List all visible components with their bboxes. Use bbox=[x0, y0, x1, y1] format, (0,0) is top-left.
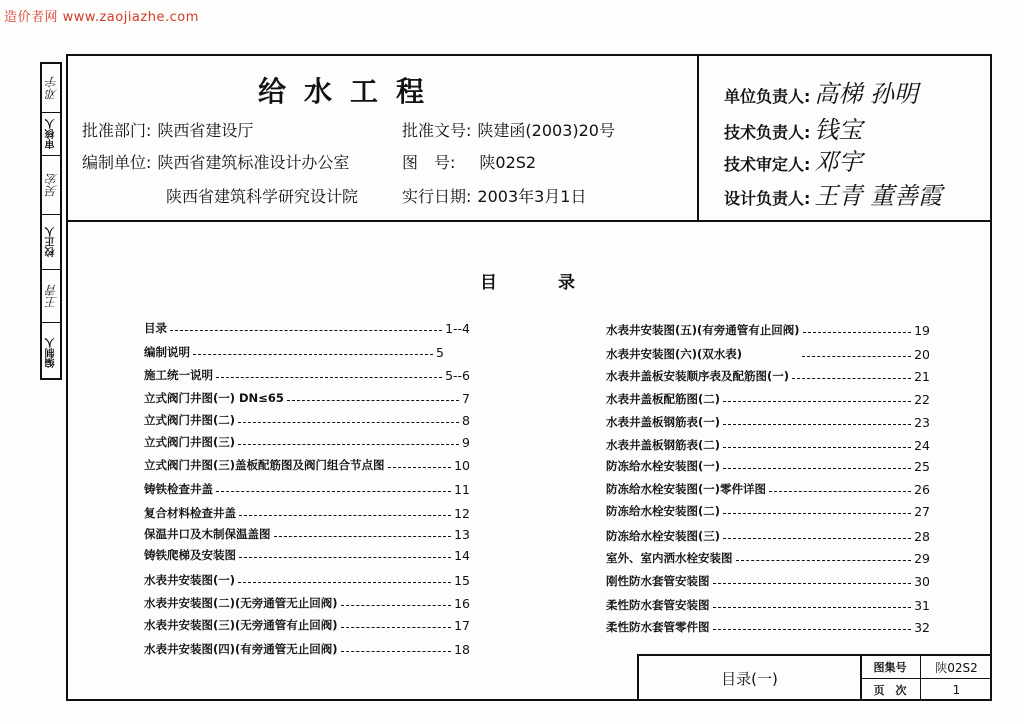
toc-entry-page: 32 bbox=[914, 620, 930, 635]
sidebar-signature: 邓宇 bbox=[44, 76, 59, 100]
leader-line bbox=[723, 447, 911, 448]
compile-unit-2: 陕西省建筑科学研究设计院 bbox=[166, 187, 359, 206]
leader-line bbox=[238, 444, 459, 445]
toc-entry-page: 8 bbox=[462, 413, 470, 428]
responsible-label: 设计负责人: bbox=[724, 189, 811, 208]
sidebar-label: 编制人 bbox=[45, 338, 57, 368]
toc-entry-title: 水表井盖板安装顺序表及配筋图(一) bbox=[606, 369, 790, 383]
leader-line bbox=[238, 422, 459, 423]
toc-row bbox=[144, 595, 470, 611]
title-block bbox=[637, 654, 992, 701]
approval-dept-label: 批准部门: bbox=[82, 121, 152, 140]
sidebar-cell bbox=[42, 156, 60, 215]
toc-entry-page: 5 bbox=[436, 345, 444, 360]
leader-line bbox=[723, 538, 911, 539]
atlas-no-value: 陕02S2 bbox=[935, 660, 978, 675]
approval-doc-value: 陕建函(2003)20号 bbox=[477, 121, 615, 140]
toc-entry-page: 15 bbox=[454, 573, 470, 588]
toc-row bbox=[606, 414, 930, 430]
leader-line bbox=[388, 467, 452, 468]
toc-row bbox=[606, 322, 930, 338]
toc-entry-title: 防冻给水栓安装图(一) bbox=[606, 459, 721, 473]
leader-line bbox=[736, 560, 912, 561]
leader-line bbox=[341, 627, 452, 628]
toc-entry-title: 水表井安装图(六)(双水表) bbox=[606, 347, 743, 361]
leader-line bbox=[170, 330, 442, 331]
leader-line bbox=[341, 605, 452, 606]
responsible-label: 技术负责人: bbox=[724, 123, 811, 142]
toc-entry-title: 立式阀门井图(二) bbox=[144, 413, 236, 427]
toc-entry-page: 20 bbox=[914, 347, 930, 362]
toc-entry-title: 水表井盖板钢筋表(一) bbox=[606, 415, 721, 429]
toc-entry-page: 1--4 bbox=[445, 321, 470, 336]
approval-doc-label: 批准文号: bbox=[402, 121, 472, 140]
responsible-label: 技术审定人: bbox=[724, 155, 811, 174]
toc-entry-page: 5--6 bbox=[445, 368, 470, 383]
toc-entry-page: 7 bbox=[462, 391, 470, 406]
toc-entry-page: 16 bbox=[454, 596, 470, 611]
sidebar-cell bbox=[42, 270, 60, 323]
toc-row bbox=[144, 481, 470, 497]
approval-dept bbox=[82, 118, 253, 141]
toc-entry-title: 水表井安装图(一) bbox=[144, 573, 236, 587]
toc-title: 目 录 bbox=[480, 273, 597, 293]
sidebar-signature: 王青 bbox=[44, 284, 59, 308]
handwritten-signature: 邓宇 bbox=[814, 148, 863, 176]
approval-doc bbox=[402, 118, 615, 141]
toc-entry-title: 施工统一说明 bbox=[144, 368, 213, 382]
toc-row bbox=[606, 346, 930, 362]
toc-row bbox=[144, 617, 470, 633]
toc-entry-title: 编制说明 bbox=[144, 345, 190, 359]
toc-entry-title: 铸铁爬梯及安装图 bbox=[144, 548, 236, 562]
title-block-row bbox=[860, 656, 992, 679]
toc-row bbox=[606, 458, 930, 474]
toc-entry-page: 26 bbox=[914, 482, 930, 497]
toc-entry-page: 18 bbox=[454, 642, 470, 657]
toc-entry-page: 9 bbox=[462, 435, 470, 450]
toc-row bbox=[606, 391, 930, 407]
page-title: 给水工程 bbox=[258, 75, 443, 108]
toc-row bbox=[606, 619, 930, 635]
leader-line bbox=[239, 515, 451, 516]
toc-row bbox=[144, 526, 470, 542]
toc-row bbox=[606, 573, 930, 589]
toc-entry-page: 17 bbox=[454, 618, 470, 633]
title-block-row bbox=[860, 679, 992, 701]
leader-line bbox=[239, 557, 451, 558]
toc-entry-title: 立式阀门井图(三) bbox=[144, 435, 236, 449]
effective-value: 2003年3月1日 bbox=[477, 187, 587, 206]
leader-line bbox=[274, 536, 452, 537]
leader-line bbox=[341, 651, 452, 652]
sheet-name: 目录(一) bbox=[639, 656, 862, 701]
leader-line bbox=[287, 400, 459, 401]
toc-entry-title: 立式阀门井图(三)盖板配筋图及阀门组合节点图 bbox=[144, 458, 385, 472]
leader-line bbox=[769, 491, 911, 492]
compile-unit-value-1: 陕西省建筑标准设计办公室 bbox=[157, 153, 350, 172]
toc-entry-page: 30 bbox=[914, 574, 930, 589]
leader-line bbox=[713, 607, 912, 608]
toc-row bbox=[606, 481, 930, 497]
header-split bbox=[697, 54, 699, 220]
toc-row bbox=[144, 457, 470, 473]
toc-entry-title: 防冻给水栓安装图(一)零件详图 bbox=[606, 482, 767, 496]
toc-entry-title: 目录 bbox=[144, 321, 167, 335]
toc-entry-title: 防冻给水栓安装图(三) bbox=[606, 529, 721, 543]
toc-entry-title: 室外、室内洒水栓安装图 bbox=[606, 551, 733, 565]
toc-entry-page: 25 bbox=[914, 459, 930, 474]
leader-line bbox=[723, 401, 911, 402]
toc-row bbox=[144, 547, 470, 563]
leader-line bbox=[216, 377, 442, 378]
leader-line bbox=[713, 629, 912, 630]
toc-entry-page: 19 bbox=[914, 323, 930, 338]
toc-entry-page: 23 bbox=[914, 415, 930, 430]
sidebar-cell bbox=[42, 323, 60, 383]
toc-entry-page: 24 bbox=[914, 438, 930, 453]
toc-entry-page: 21 bbox=[914, 369, 930, 384]
toc-row bbox=[144, 434, 470, 450]
page-label: 页 次 bbox=[860, 679, 921, 701]
toc-row bbox=[606, 550, 930, 566]
sidebar-label: 校正人 bbox=[45, 227, 57, 257]
handwritten-signature: 高梯 孙明 bbox=[814, 80, 919, 108]
leader-line bbox=[802, 356, 911, 357]
signature-sidebar bbox=[40, 62, 62, 380]
responsible-review bbox=[724, 142, 862, 177]
responsible-unit bbox=[724, 74, 918, 109]
toc-entry-title: 柔性防水套管安装图 bbox=[606, 598, 710, 612]
toc-row bbox=[144, 367, 470, 383]
leader-line bbox=[713, 583, 912, 584]
toc-row bbox=[144, 572, 470, 588]
toc-row bbox=[606, 597, 930, 613]
toc-entry-page: 10 bbox=[454, 458, 470, 473]
toc-entry-title: 水表井盖板钢筋表(二) bbox=[606, 438, 721, 452]
toc-row bbox=[606, 528, 930, 544]
watermark: 造价者网 www.zaojiazhe.com bbox=[4, 10, 199, 25]
sidebar-cell bbox=[42, 215, 60, 270]
toc-entry-page: 13 bbox=[454, 527, 470, 542]
responsible-design bbox=[724, 176, 942, 211]
drawing-no bbox=[402, 150, 536, 173]
toc-row bbox=[606, 503, 930, 519]
leader-line bbox=[792, 378, 911, 379]
leader-line bbox=[723, 468, 911, 469]
toc-entry-title: 柔性防水套管零件图 bbox=[606, 620, 710, 634]
responsible-tech bbox=[724, 110, 862, 145]
sidebar-cell bbox=[42, 64, 60, 113]
handwritten-signature: 王青 董善霞 bbox=[814, 182, 943, 210]
toc-entry-title: 立式阀门井图(一) DN≤65 bbox=[144, 391, 284, 405]
sidebar-signature: 吴宏 bbox=[44, 173, 59, 197]
toc-entry-page: 29 bbox=[914, 551, 930, 566]
leader-line bbox=[723, 513, 911, 514]
toc-row bbox=[144, 412, 470, 428]
toc-row bbox=[144, 641, 470, 657]
handwritten-signature: 钱宝 bbox=[814, 116, 863, 144]
responsible-label: 单位负责人: bbox=[724, 87, 811, 106]
sidebar-cell bbox=[42, 113, 60, 156]
toc-entry-page: 27 bbox=[914, 504, 930, 519]
toc-entry-title: 水表井盖板配筋图(二) bbox=[606, 392, 721, 406]
toc-entry-title: 刚性防水套管安装图 bbox=[606, 574, 710, 588]
toc-entry-title: 保温井口及木制保温盖图 bbox=[144, 527, 271, 541]
leader-line bbox=[216, 491, 451, 492]
toc-entry-page: 12 bbox=[454, 506, 470, 521]
leader-line bbox=[723, 424, 911, 425]
approval-dept-value: 陕西省建设厅 bbox=[157, 121, 254, 140]
toc-entry-title: 防冻给水栓安装图(二) bbox=[606, 504, 721, 518]
toc-entry-title: 水表井安装图(二)(无旁通管无止回阀) bbox=[144, 596, 338, 610]
leader-line bbox=[238, 582, 451, 583]
leader-line bbox=[193, 354, 433, 355]
page-value: 1 bbox=[952, 683, 961, 697]
toc-row bbox=[144, 390, 470, 406]
toc-entry-page: 11 bbox=[454, 482, 470, 497]
compile-unit bbox=[82, 150, 349, 173]
toc-entry-title: 水表井安装图(三)(无旁通管有止回阀) bbox=[144, 618, 338, 632]
header-divider bbox=[66, 220, 992, 222]
effective-date bbox=[402, 184, 587, 207]
drawing-no-label: 图 号: bbox=[402, 153, 456, 172]
toc-row bbox=[144, 344, 444, 360]
toc-entry-page: 22 bbox=[914, 392, 930, 407]
toc-entry-title: 水表井安装图(四)(有旁通管无止回阀) bbox=[144, 642, 338, 656]
toc-row bbox=[144, 320, 470, 336]
leader-line bbox=[803, 332, 912, 333]
toc-entry-title: 水表井安装图(五)(有旁通管有止回阀) bbox=[606, 323, 800, 337]
sidebar-label: 审核人 bbox=[45, 119, 57, 149]
drawing-no-value: 陕02S2 bbox=[479, 153, 537, 172]
toc-entry-title: 复合材料检查井盖 bbox=[144, 506, 236, 520]
toc-row bbox=[144, 505, 470, 521]
toc-row bbox=[606, 437, 930, 453]
toc-entry-page: 31 bbox=[914, 598, 930, 613]
toc-entry-page: 28 bbox=[914, 529, 930, 544]
toc-row bbox=[606, 368, 930, 384]
effective-label: 实行日期: bbox=[402, 187, 472, 206]
atlas-no-label: 图集号 bbox=[860, 656, 921, 678]
compile-unit-label: 编制单位: bbox=[82, 153, 152, 172]
toc-entry-title: 铸铁检查井盖 bbox=[144, 482, 213, 496]
toc-entry-page: 14 bbox=[454, 548, 470, 563]
